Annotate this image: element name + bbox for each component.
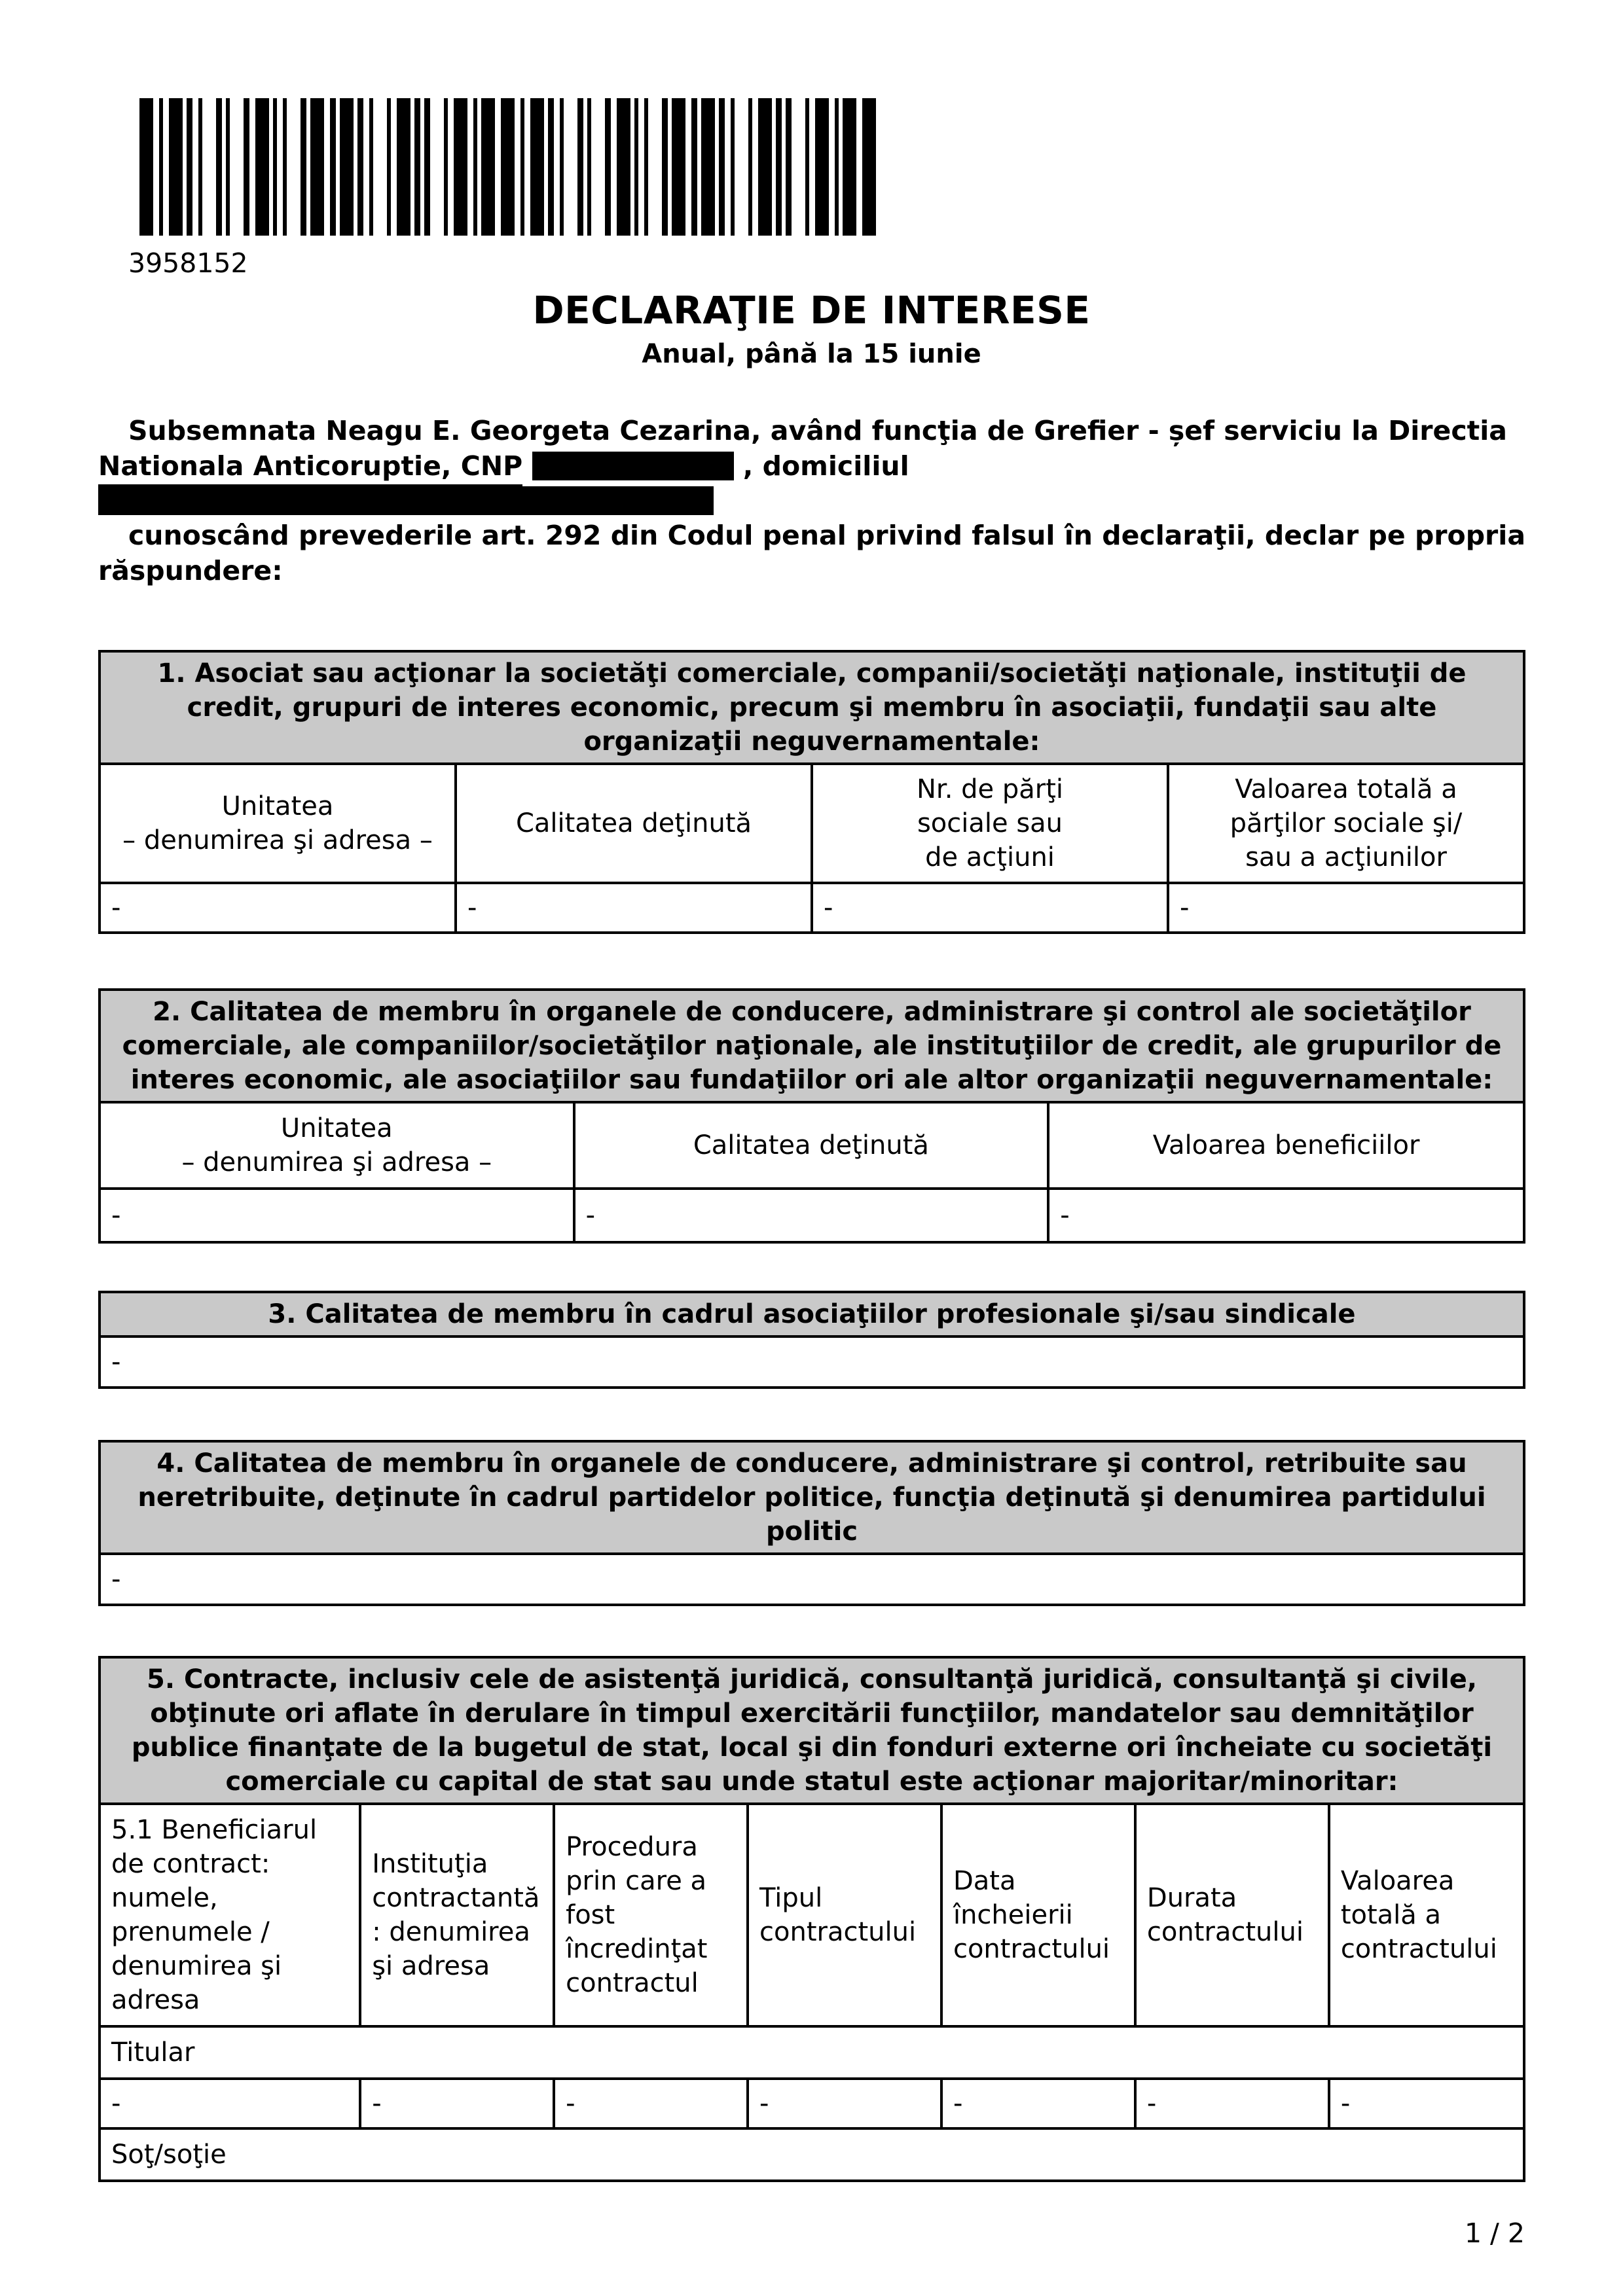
barcode-bar bbox=[340, 98, 354, 236]
barcode-bar bbox=[815, 98, 829, 236]
table-cell: - bbox=[941, 2079, 1135, 2128]
intro-text-3: cunoscând prevederile art. 292 din Codul penal privind falsul în declaraţii, declar pe propria bbox=[128, 520, 1525, 551]
barcode-bar bbox=[310, 98, 324, 236]
barcode-bar bbox=[139, 98, 153, 236]
barcode-bar bbox=[644, 98, 648, 236]
barcode-bar bbox=[387, 98, 391, 236]
table-cell: - bbox=[1168, 883, 1524, 933]
section-1-col-role: Calitatea deţinută bbox=[456, 764, 812, 883]
section-1-table bbox=[98, 650, 1525, 934]
group-label-titular: Titular bbox=[100, 2026, 1524, 2079]
section-4-table bbox=[98, 1440, 1525, 1606]
barcode-bar bbox=[414, 98, 420, 236]
barcode-bar bbox=[835, 98, 839, 236]
table-cell: - bbox=[1135, 2079, 1329, 2128]
barcode-bar bbox=[548, 98, 554, 236]
section-5-col-institution: Instituţia contractantă : denumirea şi adresa bbox=[360, 1804, 554, 2026]
section-5-col-procedure: Procedura prin care a fost încredinţat contractul bbox=[554, 1804, 748, 2026]
group-label-spouse: Soţ/soţie bbox=[100, 2128, 1524, 2181]
barcode-bar bbox=[530, 98, 544, 236]
redacted-address-continued bbox=[98, 484, 522, 513]
barcode-bar bbox=[786, 98, 792, 236]
barcode-bar bbox=[672, 98, 685, 236]
barcode-bar bbox=[587, 98, 591, 236]
barcode-bar bbox=[198, 98, 202, 236]
barcode-bar bbox=[731, 98, 735, 236]
section-4-heading: 4. Calitatea de membru în organele de conducere, administrare şi control, retribuite sau neretribuite, deţinute în cadrul partidelor politice, funcţia deţinută şi denumirea partidului politic bbox=[100, 1441, 1524, 1554]
barcode-bar bbox=[560, 98, 564, 236]
section-5-col-date: Data încheierii contractului bbox=[941, 1804, 1135, 2026]
table-row bbox=[100, 1189, 1524, 1242]
barcode-bar bbox=[273, 98, 277, 236]
table-cell: - bbox=[100, 1189, 574, 1242]
barcode-bar bbox=[701, 98, 715, 236]
barcode-bar bbox=[216, 98, 222, 236]
section-2-heading: 2. Calitatea de membru în organele de conducere, administrare şi control ale societăţilor comerciale, ale companiilor/societăţilor naţionale, ale instituţiilor de credit, ale grupurilor de interes economic, ale asociaţiilor sau fundaţiilor ori ale altor organizaţii neguvernamentale: bbox=[100, 990, 1524, 1102]
table-cell: - bbox=[100, 1336, 1524, 1388]
intro-text-2b: , domiciliul bbox=[742, 450, 909, 482]
section-2-table bbox=[98, 988, 1525, 1244]
barcode-bar bbox=[520, 98, 524, 236]
section-1-col-shares: Nr. de părţi sociale sau de acţiuni bbox=[812, 764, 1168, 883]
page-number: 1 / 2 bbox=[1464, 2217, 1525, 2249]
table-row bbox=[100, 1554, 1524, 1605]
barcode bbox=[139, 98, 879, 236]
table-cell: - bbox=[456, 883, 812, 933]
section-5-table bbox=[98, 1656, 1525, 2182]
barcode-bar bbox=[862, 98, 876, 236]
table-cell: - bbox=[100, 883, 456, 933]
section-2-col-unit: Unitatea – denumirea şi adresa – bbox=[100, 1102, 574, 1189]
section-5-col-value: Valoarea totală a contractului bbox=[1329, 1804, 1524, 2026]
barcode-bar bbox=[187, 98, 192, 236]
barcode-bar bbox=[473, 98, 477, 236]
section-5-col-duration: Durata contractului bbox=[1135, 1804, 1329, 2026]
page-subtitle: Anual, până la 15 iunie bbox=[642, 339, 981, 369]
barcode-bar bbox=[805, 98, 809, 236]
intro-line-3 bbox=[98, 518, 1525, 553]
section-1-col-value: Valoarea totală a părţilor sociale şi/ sau a acţiunilor bbox=[1168, 764, 1524, 883]
section-5-col-beneficiary: 5.1 Beneficiarul de contract: numele, prenumele / denumirea şi adresa bbox=[100, 1804, 360, 2026]
barcode-bar bbox=[617, 98, 630, 236]
barcode-bar bbox=[843, 98, 856, 236]
table-cell: - bbox=[554, 2079, 748, 2128]
barcode-bar bbox=[758, 98, 772, 236]
intro-text-1: Subsemnata Neagu E. Georgeta Cezarina, având funcţia de Grefier - șef serviciu la Directia bbox=[128, 415, 1507, 446]
barcode-bar bbox=[605, 98, 611, 236]
barcode-bar bbox=[481, 98, 495, 236]
barcode-bar bbox=[244, 98, 249, 236]
table-row bbox=[100, 2079, 1524, 2128]
section-1-col-unit: Unitatea – denumirea şi adresa – bbox=[100, 764, 456, 883]
table-cell: - bbox=[748, 2079, 941, 2128]
barcode-bar bbox=[330, 98, 336, 236]
barcode-bar bbox=[719, 98, 725, 236]
barcode-bar bbox=[634, 98, 638, 236]
table-cell: - bbox=[360, 2079, 554, 2128]
table-cell: - bbox=[1329, 2079, 1524, 2128]
barcode-bar bbox=[283, 98, 287, 236]
barcode-bar bbox=[169, 98, 183, 236]
intro-line-4 bbox=[98, 554, 1525, 588]
barcode-bar bbox=[301, 98, 306, 236]
table-row bbox=[100, 883, 1524, 933]
barcode-bar bbox=[444, 98, 448, 236]
barcode-bar bbox=[369, 98, 373, 236]
barcode-number: 3958152 bbox=[128, 247, 248, 279]
table-cell: - bbox=[100, 2079, 360, 2128]
table-cell: - bbox=[574, 1189, 1049, 1242]
intro-text-4: răspundere: bbox=[98, 555, 283, 586]
section-1-heading: 1. Asociat sau acţionar la societăţi comerciale, companii/societăţi naţionale, instituţii de credit, grupuri de interes economic, precum şi membru în asociaţii, fundaţii sau alte organizaţii neguvernamentale: bbox=[100, 651, 1524, 764]
section-3-heading: 3. Calitatea de membru în cadrul asociaţiilor profesionale şi/sau sindicale bbox=[100, 1292, 1524, 1336]
barcode-bar bbox=[454, 98, 467, 236]
barcode-bar bbox=[255, 98, 269, 236]
redacted-cnp bbox=[532, 452, 734, 480]
barcode-bar bbox=[776, 98, 782, 236]
barcode-bar bbox=[424, 98, 430, 236]
table-cell: - bbox=[1048, 1189, 1524, 1242]
barcode-bar bbox=[691, 98, 697, 236]
barcode-bar bbox=[501, 98, 515, 236]
barcode-bar bbox=[748, 98, 752, 236]
section-2-col-role: Calitatea deţinută bbox=[574, 1102, 1049, 1189]
table-cell: - bbox=[812, 883, 1168, 933]
section-5-col-type: Tipul contractului bbox=[748, 1804, 941, 2026]
intro-line-1 bbox=[98, 414, 1525, 448]
barcode-bar bbox=[357, 98, 363, 236]
intro-text-2a: Nationala Anticoruptie, CNP bbox=[98, 450, 523, 482]
barcode-bar bbox=[662, 98, 668, 236]
barcode-bar bbox=[159, 98, 163, 236]
section-3-table bbox=[98, 1291, 1525, 1389]
table-row bbox=[100, 1336, 1524, 1388]
section-5-heading: 5. Contracte, inclusiv cele de asistenţă juridică, consultanţă juridică, consultanţă şi civile, obţinute ori aflate în derulare în timpul exercitării funcţiilor, mandatelor sau demnităţilor publice finanţate de la bugetul de stat, local şi din fonduri externe ori încheiate cu societăţi comerciale cu capital de stat sau unde statul este acţionar majoritar/minoritar: bbox=[100, 1657, 1524, 1804]
barcode-bar bbox=[226, 98, 230, 236]
barcode-bar bbox=[577, 98, 583, 236]
page-title: DECLARAŢIE DE INTERESE bbox=[532, 288, 1091, 332]
table-cell: - bbox=[100, 1554, 1524, 1605]
section-2-col-benefits: Valoarea beneficiilor bbox=[1048, 1102, 1524, 1189]
barcode-bar bbox=[397, 98, 410, 236]
